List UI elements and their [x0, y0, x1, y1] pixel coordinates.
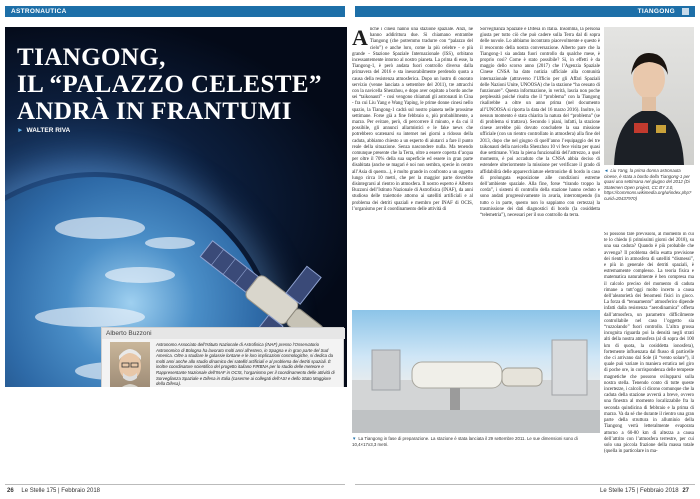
page-number-left: 26 — [7, 488, 14, 494]
station-caption-text: La Tiangong in fase di preparazione. La stazione è stata lanciata il 29 settembre 2011. Le sue dimensioni sono di 10,4×17x3,3 metri. — [352, 436, 578, 447]
issue-date-right: Febbraio 2018 — [639, 488, 679, 494]
article-text-col2: Sorveglianza Spaziale e Difesa in Italia. Insomma, la persona giusta per tutto ciò che può cadere sulla Terra dal di sopra delle nuvole. Lo abbiamo incontrato piacevolmente e questo è il resoconto della nostra conversazione. Alberto pare che la Tiangong-1 sia andata fuori controllo da qualche mese, è proprio così? Come è stato possibile? Sì, in effetti è da maggio dello scorso anno (2017) che l’Agenzia Spaziale Cinese CNSA ha dato notizia ufficiale alla comunità internazionale (attraverso l’Ufficio per gli Affari Spaziali delle Nazioni Unite, UNOOSA) che la stazione “ha cessato di funzionare”. Questa informazione, in verità, lascia non poche perplessità poiché risulta che il “problema” con la Tiangong risalirebbe a oltre un anno prima (nel documento all’UNOOSA si riporta la data del 16 marzo 2016). Inoltre, io nessun momento è stata chiarita la natura del “problema” (se di problema si trattava). Secondo i piani, infatti, la stazione cinese avrebbe più dovuto concludere la sua missione ufficiale (con un rientro controllato in atmosfera) alla fine del 2013, dopo che nel giugno di quell’anno l’equipaggio dei tre taikonauti della navicella Shenzhou 10 vi fece visita per quasi due settimane. Vista la piena funzionalità dell’attrezzo, a quel momento, è poi accaduto che la CNSA abbia deciso di estendere ulteriormente la missione per verificare il grado di affidabilità delle apparecchiature elettroniche di bordo in caso di prolungata esposizione alle condizioni estreme dell’ambiente spaziale. Alla fine, forse “tirando troppo la corda”, i sistemi di controllo della stazione hanno ceduto e sono andati progressivamente in avaria, interrompendo (in tutto o in parte, questo non lo sappiamo con certezza) la trasmissione dei dati diagnostici di bordo (la cosiddetta “telemetria”), necessari per il suo controllo da terra. — [480, 27, 600, 219]
footer-left: 26 Le Stelle 175 | Febbraio 2018 — [5, 484, 345, 496]
article-column-3 — [604, 232, 694, 482]
drop-cap: A — [352, 27, 368, 50]
station-photo — [352, 310, 600, 433]
author-box — [101, 327, 344, 387]
magazine-name-left: Le Stelle 175 — [21, 488, 57, 494]
page-number-right: 27 — [682, 488, 689, 494]
byline-arrow-icon: ► — [17, 127, 24, 134]
author-photo — [110, 342, 150, 387]
author-name: Alberto Buzzoni — [102, 328, 345, 339]
article-text-col1: nche i cinesi hanno una stazione spaziale. Anzi, ne hanno addirittura due. Si chiamano entrambe Tiangong (che potremmo tradurre con “palazzo del cielo”) e anche loro, come la più celebre - e più grande - Stazione Spaziale Internazionale (ISS), orbitano incessantemente intorno al nostro pianeta. La prima di esse, la Tiangong-1, è però andata fuori controllo diverso dalla primavera del 2016 e sta inesorabilmente perdendo quota a causa della resistenza atmosferica. Dopo un lustro di onorato servizio (venne lanciata a settembre del 2011), tre attracchi con la navicella Shenzhou, e dopo aver ospitato a bordo anche sei “taikonauti” - così vengono chiamati gli astronauti in Cina - fra cui Liu Yang e Wang Yaping, le prime donne cinesi nello spazio, la Tiangong-1 cadrà sul nostro pianeta nelle prossime settimane. Forse già a fine febbraio o, più probabilmente, a marzo. Per evitare, però, di percorrere il minuto, e da cui il possibile, gli annunci allarmistici e le fake news che potrebbero scatenarsi su internet nei giorni a ridosso della caduta, abbiamo chiesto a un esperto di aiutarci a fare il punto reale della situazione. Senza nascondere nulla. Ma tenendo comunque presente che la Terra, oltre a essere coperta d’acqua per oltre il 70% della sua superficie ed essere in gran parte disabitata (anche se magari è noi non sembra, specie in centro all’Asia di questo...), è molto grande in confronto a un oggetto lungo circa 10 metri, che per la maggior parte dovrebbe disintegrarsi al rientro in atmosfera. Il nostro esperto è Alberto Buzzoni dell’Istituto Nazionale di Astrofisica (INAF), da anni studioso delle traiettorie attorno ai satelliti artificiali e al problema dei detriti spaziali e membro per INAF di OCIS, l’organismo per il coordinamento delle attività di — [352, 27, 473, 212]
title-line-2: IL “PALAZZO CELESTE” — [17, 71, 322, 98]
footer-right: Le Stelle 175 | Febbraio 2018 27 — [355, 484, 695, 496]
author-bio: Astronomo Associato dell’Istituto Nazionale di Astrofisica (INAF) presso l’Osservatorio Astronomico di Bologna ha lavorato molti anni all’estero, in Spagna e in gran parte del Sud America. Oltre a studiare le galassie lontane e le loro implicazioni cosmologiche, si dedica da molti anni anche allo studio dinamico dei satelliti artificiali e al problema dei detriti spaziali. È inoltre coordinatore scientifico del progetto italiano FIRBNA per lo studio delle meteore e Rappresentante Nazionale dell’INAF in OCIS, l’organismo per il coordinamento delle attività di Sorveglianza Spaziale e Difesa in Italia (caserme ai collegati dell’ASI e dello Stato Maggiore della Difesa). — [156, 342, 335, 387]
author-byline: WALTER RIVA — [26, 127, 71, 134]
title-line-3: ANDRÀ IN FRANTUMI — [17, 98, 292, 125]
issue-date-left: Febbraio 2018 — [61, 488, 100, 494]
astronaut-photo-caption — [604, 168, 694, 202]
section-bar-left — [5, 6, 345, 17]
byline — [17, 127, 70, 134]
astronaut-photo — [604, 27, 694, 165]
magazine-name-right: Le Stelle 175 — [600, 488, 636, 494]
section-label-left: ASTRONAUTICA — [11, 8, 67, 15]
section-bar-right — [355, 6, 695, 17]
caption-arrow-icon-2: ◄ — [604, 168, 609, 173]
article-title — [17, 44, 322, 125]
hero-image — [5, 27, 347, 387]
caption-arrow-icon: ▼ — [352, 436, 357, 441]
article-text-col3: Si possono fare previsioni, al momento in cui te lo chiedo (i primissimi giorni del 2018), su una sua caduta? Quando è più probabile che avvenga? Il problema della esatta previsione dei rientri in atmosfera di satelliti “dismessi”, e più in generale dei detriti spaziali, è estremamente complesso. La teoria fisica e matematica naturalmente è ben compresa ma il calcolo preciso del momento di caduta rimane a tutt’oggi molto incerto a causa dell’aleatorietà dei fenomeni fisici in gioco. La forza di “tenuamento” atmosferico dipende infatti dalla resistenza “aerodinamica” offerta dall’atmosfera, un parametro difficilmente controllabile nel caso l’oggetto sia “ruzzolando” fuori controllo. L’altra grossa incognita riguarda poi la densità negli strati alti della nostra atmosfera (al di sopra dei 100 km di quota, la cosiddetta ionosfera), fortemente influenzata dal flusso di particelle che ci arrivano dal Sole (il “vento solare”), il quale può variare in maniera erratica nel giro di poche ore, in corrispondenza delle tempeste magnetiche che possono svilupparsi sulla nostra stella. Tenendo conto di tutte queste incertezze, i calcoli ci dicono comunque che la caduta della stazione avverrà a breve, ovvero una finestra al momento localizzabile fra la seconda quindicina di febbraio e la prima di marzo. Va da sé che durante il rientro una gran parte della struttura in alluminio della Tiangong verrà letteralmente evaporata attorno a 60-80 km di altezza a causa dell’attrito con l’atmosfera terrestre, per cui solo una piccola frazione della massa totale (quella in particolare in ma- — [604, 232, 694, 455]
section-label-right: TIANGONG — [637, 8, 675, 15]
article-column-1 — [352, 27, 473, 307]
section-marker-icon — [682, 8, 689, 15]
article-column-2 — [480, 27, 600, 307]
station-photo-caption — [352, 436, 600, 447]
title-line-1: TIANGONG, — [17, 44, 166, 71]
astronaut-caption-text: Liu Yang, la prima donna astronauta cinese, è stata a bordo della Tiangong-1 per quasi una settimana nel giugno del 2012 (Di Statemen Open project, CC BY 3.0, https://commons.wikimedia.org/w/index.php?curid=20437970) — [604, 168, 692, 201]
